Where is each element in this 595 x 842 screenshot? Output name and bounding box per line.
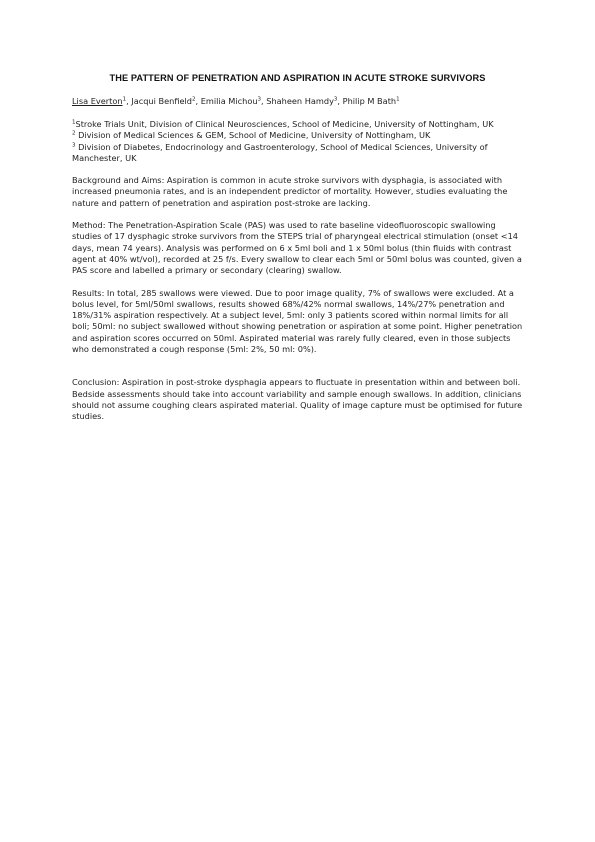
- affiliation-mark: 2: [72, 130, 76, 137]
- method-paragraph: Method: The Penetration-Aspiration Scale (PAS) was used to rate baseline videofluoroscopic swallowing studies of 17 dysphagic stroke survivors from the STEPS trial of pharyngeal electrical stimulation (onset <14 days, mean 74 years). Analysis was performed on 6 x 5ml boli and 1 x 50ml bolus (thin fluids with contrast agent at 40% wt/vol), recorded at 25 f/s. Every swallow to clear each 5ml or 50ml bolus was counted, given a PAS score and labelled a primary or secondary (clearing) swallow.: [72, 220, 522, 276]
- author-list: [72, 96, 523, 107]
- author-affil-mark: 1: [396, 96, 400, 103]
- affiliation-list: [72, 119, 523, 164]
- author: [72, 96, 131, 106]
- affiliation: [72, 119, 523, 130]
- affiliation-text: Division of Medical Sciences & GEM, School of Medicine, University of Nottingham, UK: [75, 130, 431, 141]
- author-separator: ,: [126, 96, 132, 106]
- author-affil-mark: 2: [192, 96, 196, 103]
- results-paragraph: Results: In total, 285 swallows were viewed. Due to poor image quality, 7% of swallows were excluded. At a bolus level, for 5ml/50ml swallows, results showed 68%/42% normal swallows, 14%/27% penetration and 18%/31% aspiration respectively. At a subject level, 5ml: only 3 patients scored within normal limits for all boli; 50ml: no subject swallowed without showing penetration or aspiration at some point. Higher penetration and aspiration scores occurred on 50ml. Aspirated material was rarely fully cleared, even in those subjects who demonstrated a cough response (5ml: 2%, 50 ml: 0%).: [72, 287, 523, 355]
- author-separator: ,: [337, 96, 343, 106]
- author-separator: ,: [195, 96, 201, 106]
- author: [131, 96, 200, 106]
- affiliation: [72, 130, 523, 141]
- author: [266, 96, 342, 106]
- author-affil-mark: 3: [333, 96, 338, 103]
- author-name: Jacqui Benfield: [131, 96, 192, 106]
- author-separator: ,: [261, 96, 267, 106]
- affiliation-mark: 3: [72, 141, 76, 148]
- affiliation-text: Division of Diabetes, Endocrinology and Gastroenterology, School of Medical Sciences, University of Manchester, UK: [72, 141, 488, 163]
- author-name: Emilia Michou: [200, 96, 258, 106]
- affiliation: [72, 142, 523, 165]
- author-affil-mark: 1: [122, 96, 127, 103]
- author-name: Shaheen Hamdy: [266, 96, 334, 106]
- author-name: Lisa Everton: [72, 96, 123, 106]
- conclusion-paragraph: Conclusion: Aspiration in post-stroke dysphagia appears to fluctuate in presentation within and between boli. Bedside assessments should take into account variability and sample enough swallows. In addition, clinicians should not assume coughing clears aspirated material. Quality of image capture must be optimised for future studies.: [72, 377, 523, 422]
- author-affil-mark: 3: [257, 96, 262, 103]
- author: [343, 96, 400, 106]
- affiliation-text: Stroke Trials Unit, Division of Clinical Neurosciences, School of Medicine, University of Nottingham, UK: [75, 119, 494, 129]
- author-name: Philip M Bath: [342, 96, 397, 106]
- background-paragraph: Background and Aims: Aspiration is common in acute stroke survivors with dysphagia, is associated with increased pneumonia rates, and is an independent predictor of mortality. However, studies evaluating the nature and pattern of penetration and aspiration post-stroke are lacking.: [72, 175, 508, 208]
- paper-title: THE PATTERN OF PENETRATION AND ASPIRATION IN ACUTE STROKE SURVIVORS: [109, 73, 486, 83]
- author: [201, 96, 267, 106]
- abstract-page: [72, 72, 523, 431]
- affiliation-mark: 1: [72, 119, 76, 126]
